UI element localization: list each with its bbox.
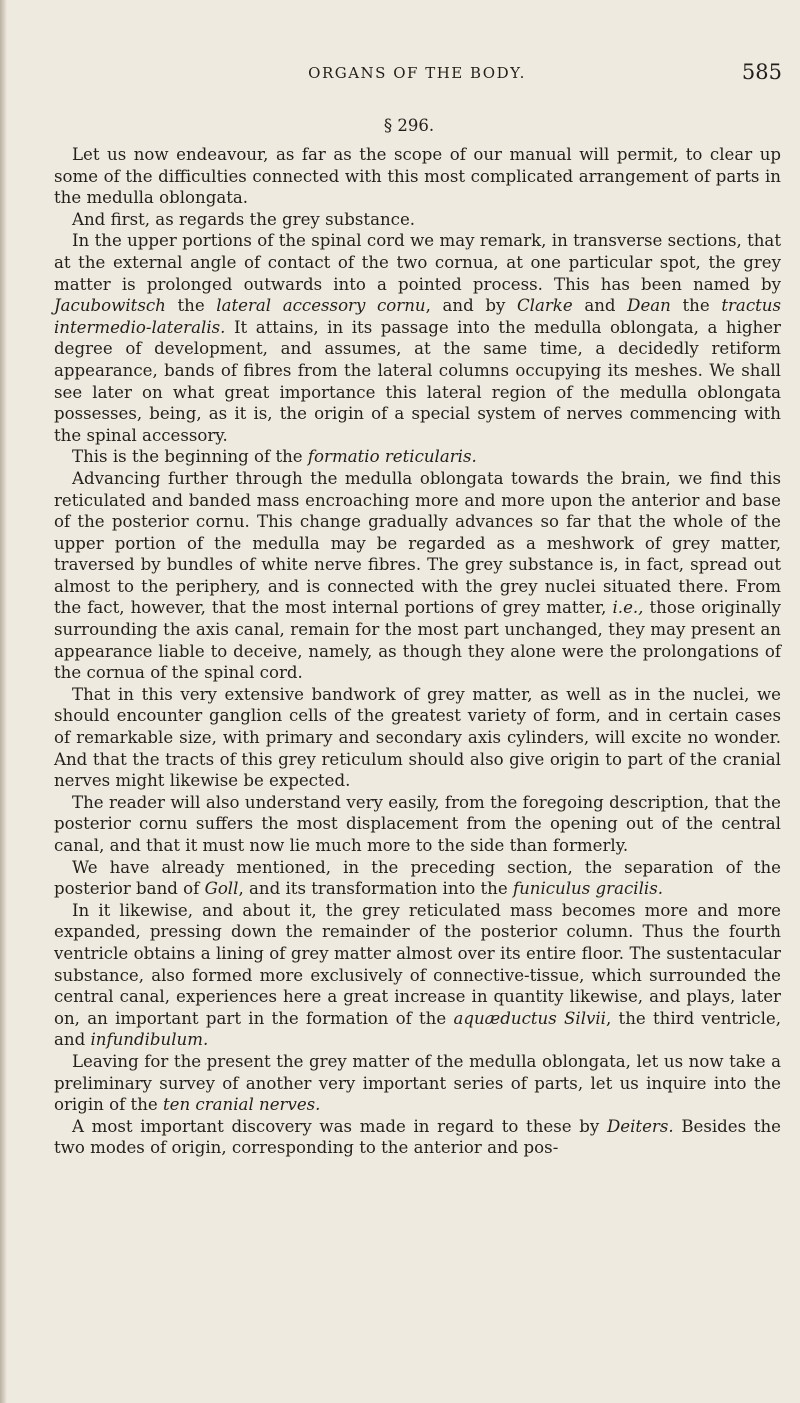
book-page (36, 0, 782, 1403)
text-run: those originally surrounding the axis canal, remain for the most part unchanged, they may present an appearance liable to deceive, namely, as though they alone were the prolongations of the cornua of the spinal cord. (54, 598, 781, 683)
italic-term: formatio reticularis. (307, 447, 477, 467)
page-number: 585 (741, 60, 782, 84)
text-run: and (572, 296, 628, 316)
text-run: , and by (425, 296, 517, 316)
paragraph (54, 446, 781, 468)
text-run: the (670, 296, 722, 316)
paragraph (54, 230, 781, 446)
paragraph (54, 468, 781, 684)
text-run: Besides the two modes of origin, corresponding to the anterior and pos- (54, 1116, 781, 1158)
section-heading: § 296. (383, 116, 435, 135)
paragraph (54, 144, 781, 209)
running-head-title: ORGANS OF THE BODY. (308, 64, 526, 82)
italic-term: Jacubowitsch (54, 296, 166, 316)
paragraph (54, 792, 781, 857)
text-run: The reader will also understand very easily, from the foregoing description, that the posterior cornu suffers the most displacement from the opening out of the central canal, and that it must now lie much more to the side than formerly. (54, 792, 781, 855)
paragraph (54, 209, 781, 231)
text-run: A most important discovery was made in regard to these by (72, 1116, 607, 1136)
paragraph (54, 1116, 781, 1159)
text-run: , the third ventricle, and (54, 1008, 781, 1050)
italic-term: Clarke (516, 296, 573, 316)
text-run: That in this very extensive bandwork of grey matter, as well as in the nuclei, we should encounter ganglion cells of the greatest variety of form, and in certain cases of remarkable size, with primary and secondary axis cylinders, will excite no wonder. And that the tracts of this grey reticulum should also give origin to part of the cranial nerves might likewise be expected. (54, 684, 781, 791)
text-run: , and its transformation into the (238, 879, 513, 899)
italic-term: ten cranial nerves. (162, 1095, 321, 1115)
italic-term: funiculus gracilis. (512, 879, 663, 899)
text-run: Let us now endeavour, as far as the scope of our manual will permit, to clear up some of the difficulties connected with this most complicated arrangement of parts in the medulla oblongata. (54, 145, 781, 208)
text-run: Advancing further through the medulla oblongata towards the brain, we find this reticulated and banded mass encroaching more and more upon the anterior and base of the posterior cornu. This change gradually advances so far that the whole of the upper portion of the medulla may be regarded as a meshwork of grey matter, traversed by bundles of white nerve fibres. The grey substance is, in fact, spread out almost to the periphery, and is connected with the grey nuclei situated there. From the fact, however, that the most internal portions of grey matter, (54, 468, 781, 618)
italic-term: lateral accessory cornu (216, 296, 426, 316)
paragraph (54, 1051, 781, 1116)
text-run: In it likewise, and about it, the grey reticulated mass becomes more and more expanded, pressing down the remainder of the posterior column. Thus the fourth ventricle obtains a lining of grey matter almost over its entire floor. The sustentacular substance, also formed more exclusively of connective-tissue, which surrounded the central canal, experiences here a great increase in quantity likewise, and plays, later on, an important part in the formation of the (54, 900, 781, 1028)
book-spine-shadow (0, 0, 7, 1403)
text-run: In the upper portions of the spinal cord we may remark, in transverse sections, that at the external angle of contact of the two cornua, at one particular spot, the grey matter is prolonged outwards into a pointed process. This has been named by (54, 231, 781, 294)
body-text (54, 144, 781, 1159)
text-run: It attains, in its passage into the medulla oblongata, a higher degree of development, and assumes, at the same time, a decidedly retiform appearance, bands of fibres from the lateral columns occupying its meshes. We shall see later on what great importance this lateral region of the medulla oblongata possesses, being, as it is, the origin of a special system of nerves commencing with the spinal accessory. (54, 317, 781, 445)
text-run: Leaving for the present the grey matter of the medulla oblongata, let us now take a preliminary survey of another very important series of parts, let us inquire into the origin of the (54, 1051, 781, 1115)
italic-term: Dean (627, 296, 671, 316)
paragraph (54, 900, 781, 1051)
italic-term: infundibulum. (90, 1030, 209, 1050)
italic-term: aquæductus Silvii (453, 1008, 606, 1028)
text-run: And first, as regards the grey substance. (72, 209, 416, 229)
running-head (52, 60, 782, 90)
paragraph (54, 857, 781, 900)
text-run: This is the beginning of the (72, 447, 308, 467)
text-run: We have already mentioned, in the preceding section, the separation of the posterior band of (54, 857, 781, 899)
italic-term: Deiters. (606, 1116, 674, 1136)
italic-term: tractus intermedio-lateralis. (54, 296, 781, 337)
italic-term: i.e., (612, 598, 644, 618)
italic-term: Goll (204, 879, 239, 899)
paragraph (54, 684, 781, 792)
text-run: the (165, 296, 217, 316)
